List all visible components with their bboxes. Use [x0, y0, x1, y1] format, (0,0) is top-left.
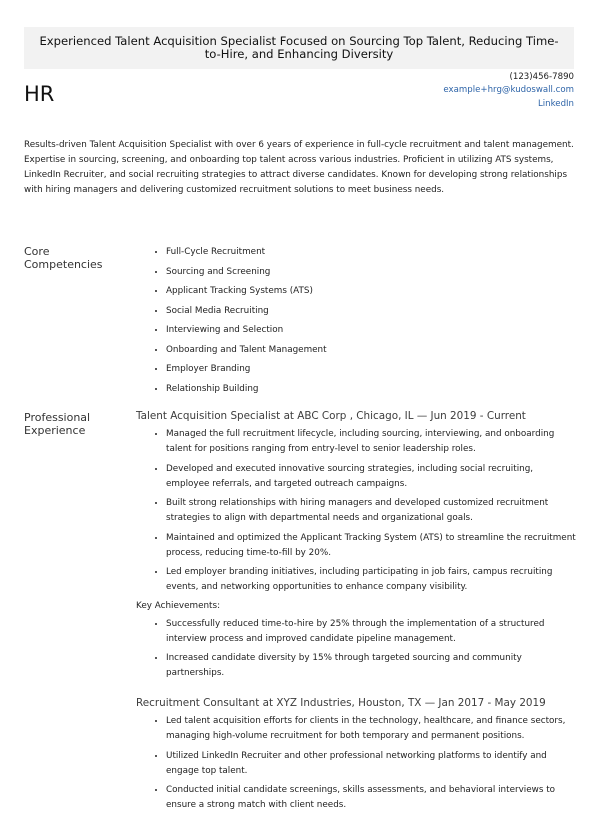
key-achievements-label: Key Achievements: — [136, 600, 221, 611]
competency-item: • Employer Branding — [166, 362, 598, 377]
job-bullet: • Developed and executed innovative sourcing strategies, including social recruiting, employee referrals, and targeted outreach campaigns. — [166, 462, 576, 492]
competency-item: • Interviewing and Selection — [166, 323, 598, 338]
job-entry-2 — [136, 697, 576, 818]
competency-item: • Applicant Tracking Systems (ATS) — [166, 284, 598, 299]
job-bullet: • Utilized LinkedIn Recruiter and other professional networking platforms to identify and engage top talent. — [166, 749, 576, 779]
linkedin-link[interactable]: LinkedIn — [537, 98, 574, 109]
headline-banner — [24, 27, 574, 69]
competencies-list — [136, 245, 598, 401]
competency-item: • Full-Cycle Recruitment — [166, 245, 598, 260]
phone-number: (123)456-7890 — [509, 72, 574, 82]
competency-item: • Relationship Building — [166, 382, 598, 397]
summary-paragraph: Results-driven Talent Acquisition Specialist with over 6 years of experience in full-cycle recruitment and talent management. Expertise in sourcing, screening, and onboarding top talent across various industries. Proficient in utilizing ATS systems, LinkedIn Recruiter, and social recruiting strategies to attract diverse candidates. Known for developing strong relationships with hiring managers and delivering customized recruitment solutions to meet business needs. — [24, 140, 574, 195]
job-bullet: • Maintained and optimized the Applicant Tracking System (ATS) to streamline the recruitment process, reducing time-to-fill by 20%. — [166, 531, 576, 561]
candidate-name: HR — [24, 82, 55, 106]
achievement-bullet: • Successfully reduced time-to-hire by 25% through the implementation of a structured interview process and improved candidate pipeline management. — [166, 617, 576, 647]
competency-item: • Onboarding and Talent Management — [166, 343, 598, 358]
achievement-bullets — [136, 617, 576, 682]
achievement-bullet: • Increased candidate diversity by 15% through targeted sourcing and community partnerships. — [166, 651, 576, 681]
competency-item: • Sourcing and Screening — [166, 265, 598, 280]
job-bullet: • Led employer branding initiatives, including participating in job fairs, campus recruiting events, and networking opportunities to enhance company visibility. — [166, 565, 576, 595]
section-title-competencies: Core Competencies — [24, 245, 103, 271]
job-bullet: • Managed the full recruitment lifecycle, including sourcing, interviewing, and onboarding talent for positions ranging from entry-level to senior leadership roles. — [166, 427, 576, 457]
job-title: Recruitment Consultant at XYZ Industries, Houston, TX — Jan 2017 - May 2019 — [136, 697, 546, 709]
section-title-experience: Professional Experience — [24, 411, 91, 437]
job-bullet: • Conducted initial candidate screenings, skills assessments, and behavioral interviews to ensure a strong match with client needs. — [166, 783, 576, 813]
job-bullets — [136, 427, 576, 595]
competency-item: • Social Media Recruiting — [166, 304, 598, 319]
job-bullet: • Led talent acquisition efforts for clients in the technology, healthcare, and finance sectors, managing high-volume recruitment for both temporary and permanent positions. — [166, 714, 576, 744]
email-link[interactable]: example+hrg@kudoswall.com — [443, 85, 574, 96]
headline: Experienced Talent Acquisition Specialist Focused on Sourcing Top Talent, Reducing Time-to-Hire, and Enhancing Diversity — [39, 34, 559, 61]
job-title: Talent Acquisition Specialist at ABC Corp , Chicago, IL — Jun 2019 - Current — [136, 410, 526, 422]
job-entry-1 — [136, 410, 576, 686]
job-bullets — [136, 714, 576, 813]
contact-info — [443, 71, 574, 111]
job-bullet: • Built strong relationships with hiring managers and developed customized recruitment strategies to align with departmental needs and organizational goals. — [166, 496, 576, 526]
